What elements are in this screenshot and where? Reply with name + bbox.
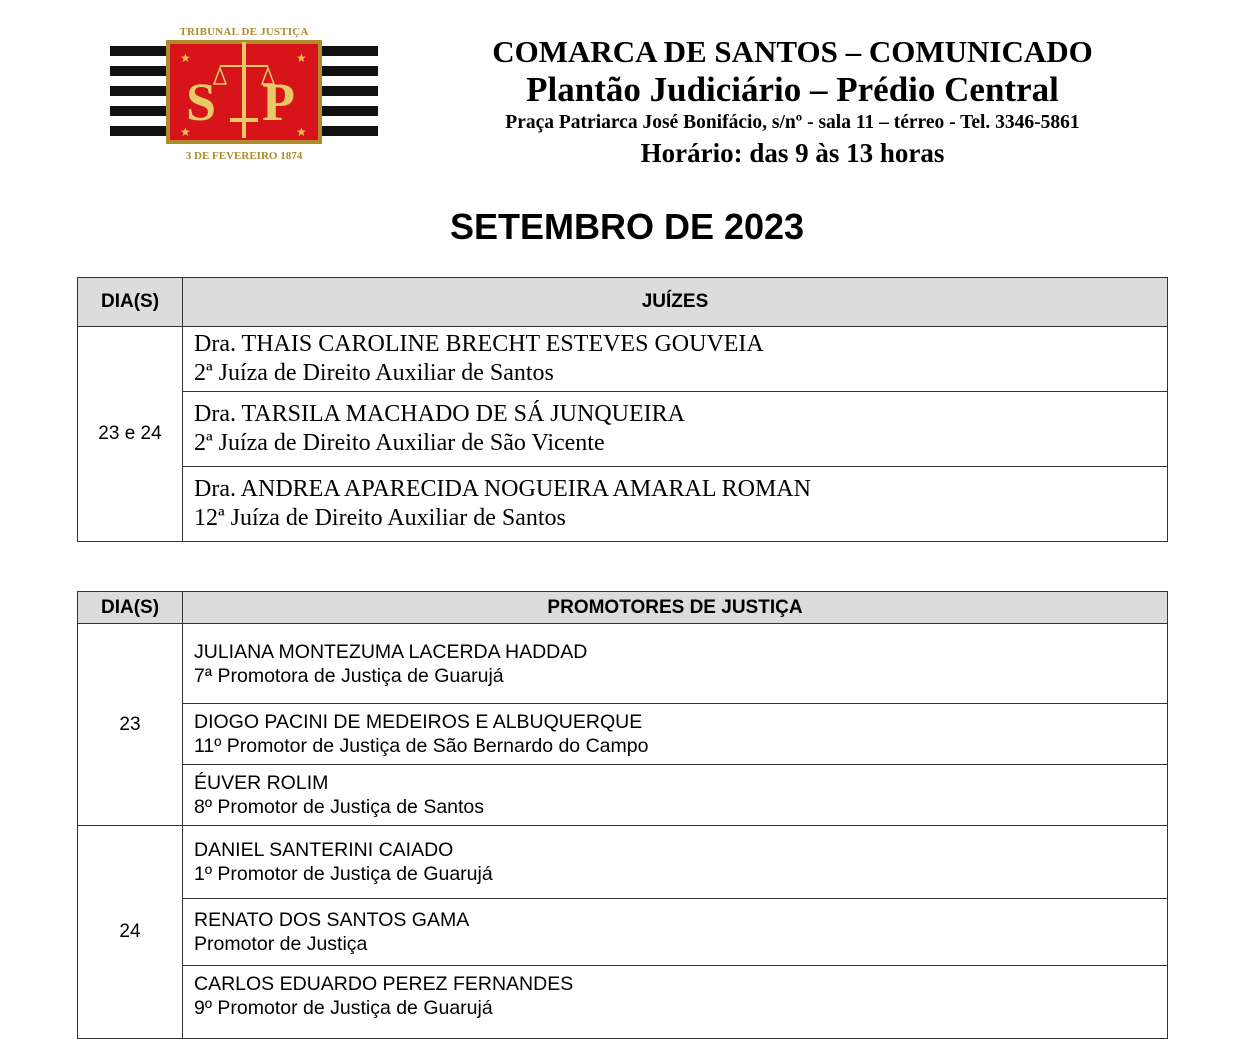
table-row bbox=[78, 467, 1168, 542]
table-header-row bbox=[78, 592, 1168, 624]
judge-cell bbox=[183, 392, 1168, 467]
svg-text:★: ★ bbox=[180, 125, 191, 139]
table-row bbox=[78, 966, 1168, 1039]
day-cell: 23 bbox=[78, 624, 183, 826]
promotor-name: CARLOS EDUARDO PEREZ FERNANDES bbox=[194, 973, 574, 995]
promotor-role: 11º Promotor de Justiça de São Bernardo do Campo bbox=[194, 735, 649, 757]
day-cell: 24 bbox=[78, 826, 183, 1039]
promotor-cell bbox=[183, 826, 1168, 899]
svg-text:★: ★ bbox=[180, 51, 191, 65]
column-header-days: DIA(S) bbox=[78, 278, 183, 327]
header-address: Praça Patriarca José Bonifácio, s/nº - sala 11 – térreo - Tel. 3346-5861 bbox=[505, 112, 1080, 133]
promotor-role: 7ª Promotora de Justiça de Guarujá bbox=[194, 664, 504, 687]
table-row bbox=[78, 624, 1168, 704]
judge-name: Dra. TARSILA MACHADO DE SÁ JUNQUEIRA bbox=[194, 401, 685, 427]
svg-text:★: ★ bbox=[296, 51, 307, 65]
judge-role: 2ª Juíza de Direito Auxiliar de São Vicente bbox=[194, 430, 605, 456]
logo-top-text: TRIBUNAL DE JUSTIÇA bbox=[179, 26, 309, 38]
table-row bbox=[78, 327, 1168, 392]
table-row bbox=[78, 392, 1168, 467]
svg-text:★: ★ bbox=[296, 125, 307, 139]
column-header-judges: JUÍZES bbox=[183, 278, 1168, 327]
promotor-cell bbox=[183, 704, 1168, 765]
promotor-cell bbox=[183, 966, 1168, 1039]
promotor-cell bbox=[183, 624, 1168, 704]
month-title: SETEMBRO DE 2023 bbox=[449, 206, 805, 247]
promotor-name: DIOGO PACINI DE MEDEIROS E ALBUQUERQUE bbox=[194, 711, 643, 733]
document-header bbox=[430, 34, 1155, 170]
promotor-cell bbox=[183, 765, 1168, 826]
judges-table bbox=[77, 277, 1168, 542]
tribunal-logo bbox=[110, 26, 378, 166]
svg-text:S: S bbox=[186, 72, 217, 132]
judge-name: Dra. THAIS CAROLINE BRECHT ESTEVES GOUVEIA bbox=[194, 331, 764, 357]
judge-cell bbox=[183, 327, 1168, 392]
promotor-role: Promotor de Justiça bbox=[194, 933, 368, 955]
column-header-days: DIA(S) bbox=[78, 592, 183, 624]
logo-bottom-text: 3 DE FEVEREIRO 1874 bbox=[185, 150, 303, 162]
table-row bbox=[78, 765, 1168, 826]
table-row bbox=[78, 826, 1168, 899]
promotor-name: ÉUVER ROLIM bbox=[194, 772, 329, 794]
promotor-name: JULIANA MONTEZUMA LACERDA HADDAD bbox=[194, 640, 588, 663]
table-row bbox=[78, 704, 1168, 765]
judge-role: 12ª Juíza de Direito Auxiliar de Santos bbox=[194, 505, 566, 531]
judge-name: Dra. ANDREA APARECIDA NOGUEIRA AMARAL ROMAN bbox=[194, 476, 811, 502]
sp-flag-emblem-icon bbox=[110, 40, 378, 150]
promotores-table bbox=[77, 591, 1168, 1039]
column-header-promotores: PROMOTORES DE JUSTIÇA bbox=[183, 592, 1168, 624]
header-plantao: Plantão Judiciário – Prédio Central bbox=[526, 70, 1059, 109]
promotor-cell bbox=[183, 899, 1168, 966]
promotor-role: 1º Promotor de Justiça de Guarujá bbox=[194, 863, 493, 885]
promotor-name: DANIEL SANTERINI CAIADO bbox=[194, 839, 454, 861]
table-row bbox=[78, 899, 1168, 966]
header-comarca: COMARCA DE SANTOS – COMUNICADO bbox=[492, 34, 1093, 69]
judge-cell bbox=[183, 467, 1168, 542]
promotor-role: 9º Promotor de Justiça de Guarujá bbox=[194, 997, 493, 1019]
promotor-name: RENATO DOS SANTOS GAMA bbox=[194, 909, 470, 931]
promotor-role: 8º Promotor de Justiça de Santos bbox=[194, 796, 485, 818]
svg-text:P: P bbox=[262, 72, 295, 132]
judge-role: 2ª Juíza de Direito Auxiliar de Santos bbox=[194, 360, 554, 386]
day-cell: 23 e 24 bbox=[78, 327, 183, 542]
header-hours: Horário: das 9 às 13 horas bbox=[640, 138, 945, 168]
table-header-row bbox=[78, 278, 1168, 327]
